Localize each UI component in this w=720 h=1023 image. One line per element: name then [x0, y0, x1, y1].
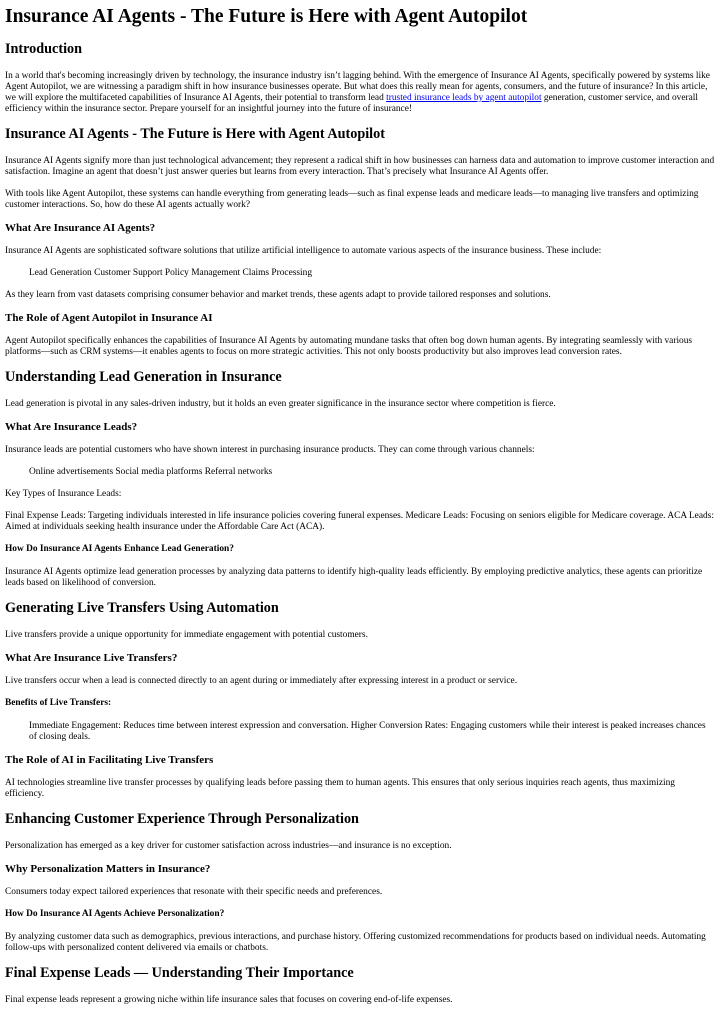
ai-agents-paragraph-3: As they learn from vast datasets comprising consumer behavior and market trends, these agents adapt to provide tailored responses and solutions.	[5, 290, 551, 300]
what-are-live-transfers-paragraph: Live transfers occur when a lead is connected directly to an agent during or immediately after expressing interest in a product or service.	[5, 676, 518, 686]
key-types-label: Key Types of Insurance Leads:	[5, 489, 122, 499]
article	[0, 6, 720, 1006]
subheading-role-of-ai-live-transfers: The Role of AI in Facilitating Live Transfers	[5, 754, 214, 766]
live-transfers-paragraph: Live transfers provide a unique opportunity for immediate engagement with potential customers.	[5, 630, 368, 640]
subheading-enhance-lead-generation: How Do Insurance AI Agents Enhance Lead Generation?	[5, 544, 234, 554]
intro-paragraph	[5, 71, 715, 115]
subheading-how-personalization: How Do Insurance AI Agents Achieve Personalization?	[5, 909, 225, 919]
role-of-ai-live-transfers-paragraph: AI technologies streamline live transfer processes by qualifying leads before passing them to human agents. This ensures that only serious inquiries reach agents, thus maximizing efficiency.	[5, 778, 675, 799]
why-personalization-paragraph: Consumers today expect tailored experiences that resonate with their specific needs and preferences.	[5, 887, 383, 897]
subheading-role-of-agent-autopilot: The Role of Agent Autopilot in Insurance AI	[5, 312, 213, 324]
section-heading-lead-generation: Understanding Lead Generation in Insurance	[5, 369, 282, 385]
subheading-benefits-live-transfers: Benefits of Live Transfers:	[5, 698, 112, 708]
ai-agents-capabilities-list: Lead Generation Customer Support Policy Management Claims Processing	[29, 268, 313, 278]
lead-generation-paragraph: Lead generation is pivotal in any sales-driven industry, but it holds an even greater significance in the insurance sector where competition is fierce.	[5, 399, 556, 409]
section-heading-final-expense-leads: Final Expense Leads — Understanding Their Importance	[5, 965, 354, 981]
subheading-what-are-insurance-leads: What Are Insurance Leads?	[5, 421, 138, 433]
section-heading-ai-agents: Insurance AI Agents - The Future is Here with Agent Autopilot	[5, 126, 385, 142]
how-personalization-paragraph: By analyzing customer data such as demographics, previous interactions, and purchase history. Offering customized recommendations for products based on individual needs. Automating follow-ups with personalized content delivered via emails or chatbots.	[5, 932, 706, 953]
final-expense-leads-paragraph: Final expense leads represent a growing niche within life insurance sales that focuses on covering end-of-life expenses.	[5, 995, 453, 1005]
trusted-leads-link[interactable]: trusted insurance leads by agent autopilot	[386, 93, 542, 103]
subheading-why-personalization: Why Personalization Matters in Insurance?	[5, 863, 211, 875]
live-transfer-benefits-list: Immediate Engagement: Reduces time between interest expression and conversation. Higher Conversion Rates: Engaging customers while their interest is peaked increases chances of closing deals.	[29, 721, 706, 742]
personalization-paragraph: Personalization has emerged as a key driver for customer satisfaction across industries—and insurance is no exception.	[5, 841, 452, 851]
insurance-leads-paragraph: Insurance leads are potential customers who have shown interest in purchasing insurance products. They can come through various channels:	[5, 445, 535, 455]
subheading-what-are-ai-agents: What Are Insurance AI Agents?	[5, 222, 156, 234]
subheading-what-are-live-transfers: What Are Insurance Live Transfers?	[5, 652, 178, 664]
section-heading-personalization: Enhancing Customer Experience Through Personalization	[5, 811, 359, 827]
lead-channels-list: Online advertisements Social media platforms Referral networks	[29, 467, 273, 477]
section-heading-live-transfers: Generating Live Transfers Using Automation	[5, 600, 279, 616]
what-are-ai-agents-paragraph: Insurance AI Agents are sophisticated software solutions that utilize artificial intelligence to automate various aspects of the insurance business. These include:	[5, 246, 602, 256]
page-title: Insurance AI Agents - The Future is Here with Agent Autopilot	[5, 6, 528, 27]
enhance-lead-generation-paragraph: Insurance AI Agents optimize lead generation processes by analyzing data patterns to identify high-quality leads efficiently. By employing predictive analytics, these agents can prioritize leads based on likelihood of conversion.	[5, 567, 703, 588]
intro-text-before-link: In a world that's becoming increasingly driven by technology, the insurance industry isn’t lagging behind. With the emergence of Insurance AI Agents, specifically powered by systems like Agent Autopilot, we are witnessing a paradigm shift in how insurance businesses operate. But what does this really mean for agents, consumers, and the future of insurance? In this article, we will explore the multifaceted capabilities of Insurance AI Agents, their potential to transform lead	[5, 71, 710, 103]
ai-agents-paragraph-2: With tools like Agent Autopilot, these systems can handle everything from generating leads—such as final expense leads and medicare leads—to managing live transfers and optimizing customer interactions. So, how do these AI agents actually work?	[5, 189, 699, 210]
lead-types-paragraph: Final Expense Leads: Targeting individuals interested in life insurance policies covering funeral expenses. Medicare Leads: Focusing on seniors eligible for Medicare coverage. ACA Leads: Aimed at individuals seeking health insurance under the Affordable Care Act (ACA).	[5, 511, 714, 532]
intro-text-after-link: generation, customer service, and overall efficiency within the insurance sector. Prepare yourself for an insightful journey into the future of insurance!	[5, 93, 699, 114]
ai-agents-paragraph-1: Insurance AI Agents signify more than just technological advancement; they represent a radical shift in how businesses can harness data and automation to improve customer interaction and satisfaction. Imagine an agent that doesn’t just answer queries but learns from every interaction. That’s precisely what Insurance AI Agents offer.	[5, 156, 715, 177]
role-of-agent-autopilot-paragraph: Agent Autopilot specifically enhances the capabilities of Insurance AI Agents by automating mundane tasks that often bog down human agents. By integrating seamlessly with various platforms—such as CRM systems—it enables agents to focus on more strategic activities. This not only boosts productivity but also improves lead conversion rates.	[5, 336, 693, 357]
intro-heading: Introduction	[5, 41, 82, 57]
